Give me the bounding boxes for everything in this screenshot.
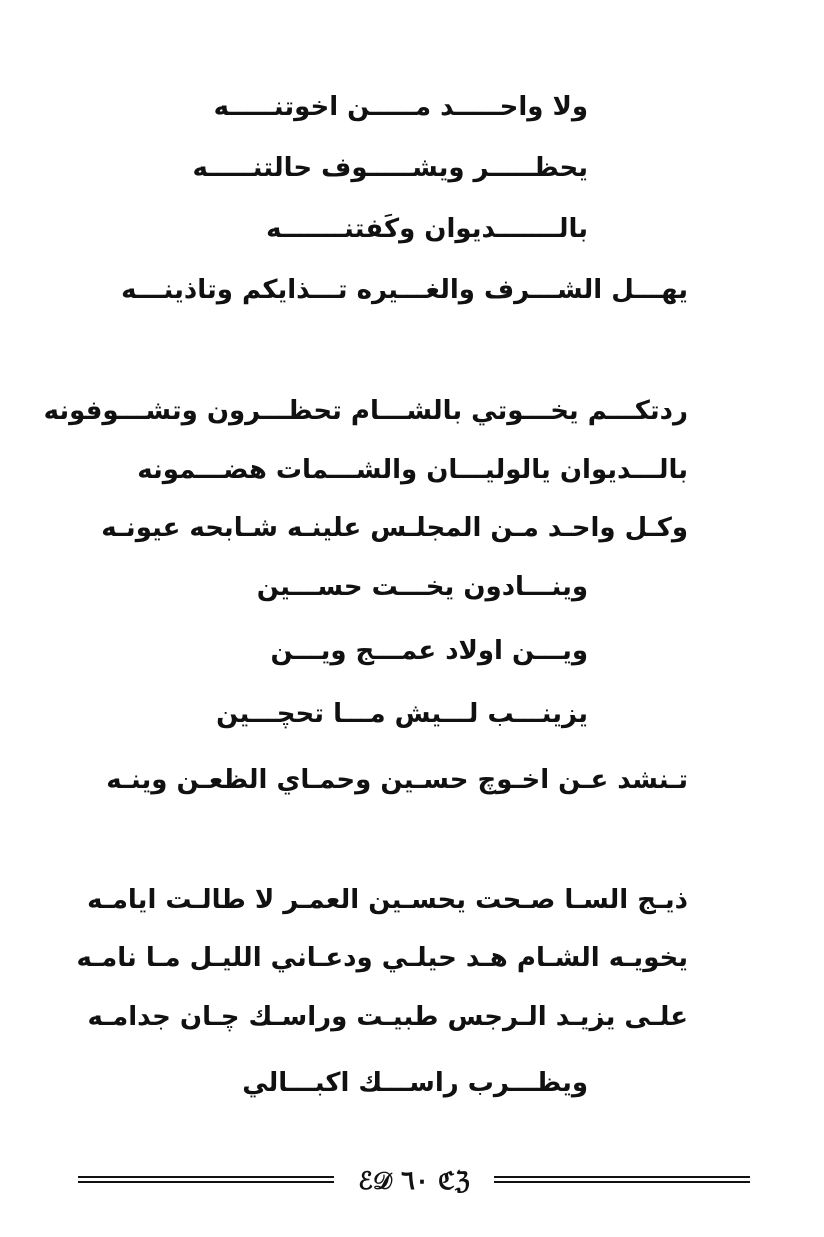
poem-line: علـى يزيـد الـرجس طبيـت وراسـك چـان جدامـه <box>87 1002 688 1032</box>
poem-line: ذيـج السـا صـحت يحسـين العمـر لا طالـت ايامـه <box>87 885 688 915</box>
poem-line: يحظـــــر ويشـــــوف حالتنـــــه <box>192 153 588 183</box>
poem-line: ويـــن اولاد عمـــج ويـــن <box>270 636 588 666</box>
page-number: ٦٠ <box>401 1166 429 1196</box>
footer-rule-right <box>494 1176 750 1183</box>
poem-line: بالـــــــديوان وكَفتنـــــــه <box>266 214 588 244</box>
poem-line: ولا واحـــــد مـــــن اخوتنـــــه <box>213 92 588 122</box>
poem-line: ويظـــرب راســـك اكبـــالي <box>242 1068 588 1098</box>
poem-line: يهـــل الشـــرف والغـــيره تـــذايكم وتاذينـــه <box>121 275 688 305</box>
ornament-left: ℰ𝒟 <box>358 1166 392 1195</box>
poem-line: وينـــادون يخـــت حســـين <box>256 572 588 602</box>
ornament-right: ℭℨ <box>438 1166 470 1195</box>
poem-line: ردتكـــم يخـــوتي بالشـــام تحظـــرون وتشـــوفونه <box>43 396 688 426</box>
poem-line: وكـل واحـد مـن المجلـس علينـه شـابحه عيونـه <box>101 513 688 543</box>
page-number-group <box>340 1164 488 1198</box>
footer-rule-left <box>78 1176 334 1183</box>
poem-line: تـنشد عـن اخـوچ حسـين وحمـاي الظعـن وينـه <box>106 765 688 795</box>
poem-line: يخويـه الشـام هـد حيلـي ودعـاني الليـل مـا نامـه <box>76 943 688 973</box>
poem-line: يزينـــب لـــيش مـــا تحچـــين <box>216 699 588 729</box>
page-footer <box>0 1162 824 1202</box>
poem-line: بالـــديوان يالوليـــان والشـــمات هضـــمونه <box>137 455 688 485</box>
